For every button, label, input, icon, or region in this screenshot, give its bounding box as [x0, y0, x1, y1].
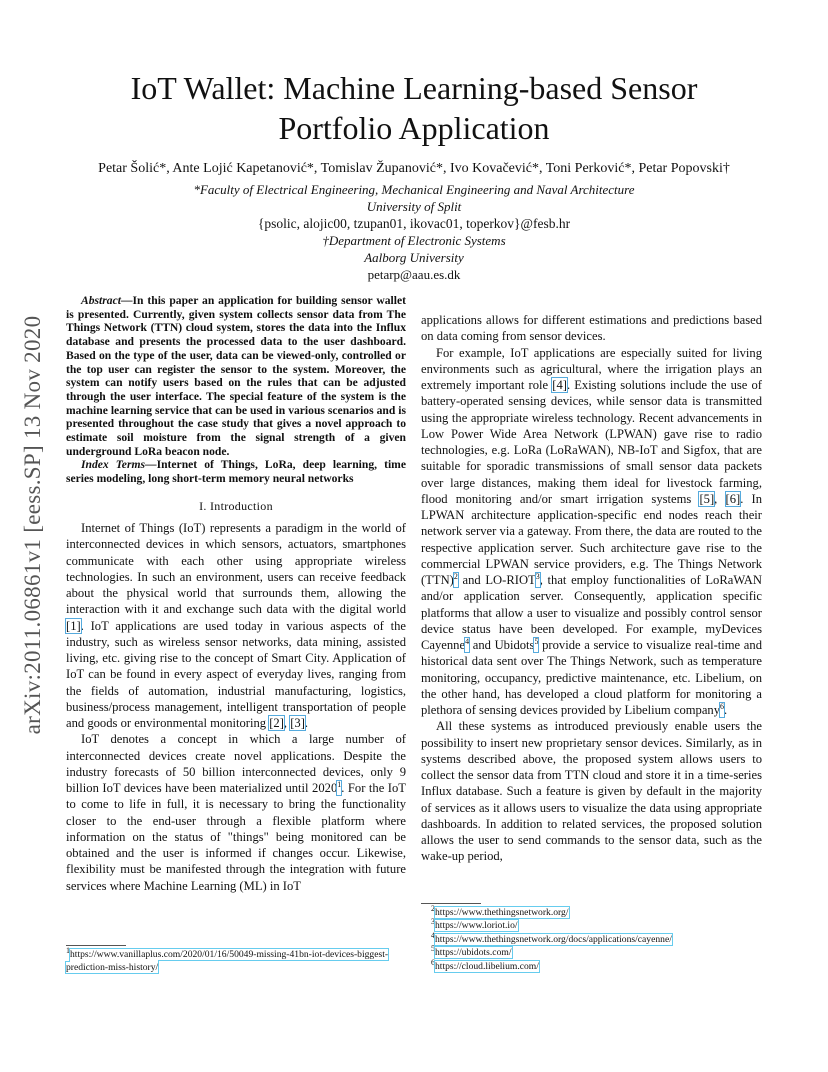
citation-link[interactable]: [3] — [290, 716, 305, 731]
footnote-4: $^4$https://www.thethingsnetwork.org/docs/applications/cayenne/ — [431, 930, 672, 945]
intro-paragraph-1: Internet of Things (IoT) represents a paradigm in the world of interconnected devices in which sensors, actuators, smartphones communicate with each other using appropriate wireless technologies. In such an environment, users can receive feedback about the physical world that surrounds them, allowing the interaction with it and exchange such data with the digital world [1]. IoT applications are used today in various aspects of the industry, such as wireless sensor networks, data mining, assisted living, etc. giving rise to the concept of Smart City. Application of IoT can be found in every aspect of everyday lives, ranging from the fields of automation, industrial manufacturing, logistics, business/process management, intelligent transportation of people and goods or environmental monitoring [2], [3]. — [66, 521, 406, 731]
right-paragraph-0: applications allows for different estimations and predictions based on data coming from sensor devices. — [421, 313, 762, 344]
footnote-rule-right — [421, 903, 481, 904]
abstract-text: In this paper an application for building sensor wallet is presented. Currently, given system collects sensor data from The Things Network (TTN) cloud system, stores the data into the Influx database and presents the processed data to the user dashboard. Based on the type of the user, data can be viewed-only, controlled or the top user can register the sensor to the system. Moreover, the system can notify users based on the rules that can be adjusted through the user interface. The special feature of the system is the machine learning service that can be used in various scenarios and is presented throughout the case study that gives a novel approach to estimate soil moisture from the signal strength of a given underground LoRa beacon node. — [66, 294, 406, 458]
footnote-link[interactable]: https://www.vanillaplus.com/2020/01/16/50049-missing-41bn-iot-devices-biggest-prediction-miss-history/ — [66, 949, 389, 974]
citation-link[interactable]: [5] — [699, 491, 715, 506]
citation-link[interactable]: [4] — [552, 378, 567, 392]
right-paragraph-2: All these systems as introduced previously enable users the possibility to insert new proprietary sensor devices. Similarly, as in systems described above, the proposed system allows users to collect the sensor data from TTN cloud and store it in a time-series Influx database. Such a feature is given by default in the majority of services as it allows users to visualize the data using appropriate dashboards. In addition to related services, the proposed solution allows the user to send commands to the sensor data, such as the wake-up period, — [421, 719, 762, 864]
right-column — [421, 312, 762, 865]
footnote-5: $^5$https://ubidots.com/ — [431, 944, 512, 959]
footnotes-right — [431, 903, 761, 973]
footnote-marker[interactable]: 4 — [465, 638, 469, 652]
footnote-marker[interactable]: 3 — [536, 573, 540, 587]
title-line-1: IoT Wallet: Machine Learning-based Sensor — [130, 70, 698, 106]
author-list: Petar Šolić*, Ante Lojić Kapetanović*, Tomislav Županović*, Ivo Kovačević*, Toni Perković*, Petar Popovski† — [98, 161, 730, 176]
footnote-marker[interactable]: 1 — [337, 781, 341, 795]
footnote-rule-left — [66, 945, 126, 946]
citation-link[interactable]: [1] — [66, 618, 81, 633]
right-paragraph-1: For example, IoT applications are especially suited for living environments such as agricultural, where the irrigation plays an extremely important role [4]. Existing solutions include the use of battery-operated sensing devices, while sensor data is transmitted using the appropriate wireless technology. Recent advancements in Low Power Wide Area Network (LPWAN) gave rise to radio technologies, e.g. LoRa (LoRaWAN), NB-IoT and Sigfox, that are suitable for sporadic transmissions of small sensor data packets over large distances, making them ideal for livestock farming, flood monitoring and/or smart irrigation systems [5], [6]. In LPWAN architecture application-specific end nodes reach their network server via a gateway. From there, the data are routed to the respective application server. Such architecture gave rise to the commercial LPWAN service providers, e.g. The Things Network (TTN)$^2$ and LO-RIOT$^3$, that employ functionalities of LoRaWAN and/or application server. Consequently, application specific platforms that allow a user to visualize and possibly control sensor device status have been developed. For example, myDevices Cayenne$^4$ and Ubidots$^5$ provide a service to visualize real-time and historical data sent over The Things Network, such as temperature monitoring, occupancy, predictive maintenance, etc. Libelium, on the other hand, has developed a cloud platform for monitoring a plethora of sensing devices provided by Libelium company$^6$. — [421, 345, 763, 717]
footnote-link[interactable]: https://ubidots.com/ — [435, 947, 512, 959]
section-heading-introduction: I. Introduction — [199, 498, 273, 513]
affiliation-aalborg: Aalborg University — [364, 250, 464, 265]
paper-title — [0, 68, 828, 148]
footnote-marker[interactable]: 6 — [720, 703, 724, 717]
affiliation-department: †Department of Electronic Systems — [322, 233, 506, 248]
arxiv-stamp[interactable] — [18, 280, 48, 770]
affiliation-email-aau: petarp@aau.es.dk — [367, 267, 461, 282]
footnote-marker[interactable]: 5 — [534, 638, 538, 652]
index-terms-text: Internet of Things, LoRa, deep learning, time series modeling, long short-term memory neural networks — [66, 458, 406, 486]
index-terms — [66, 458, 406, 485]
intro-paragraph-2: IoT denotes a concept in which a large number of interconnected devices create novel applications. Despite the industry forecasts of 50 billion interconnected devices, only 9 billion IoT devices have been materialized until 2020$^1$. For the IoT to come to life in full, it is necessary to bring the functionality closer to the end-user through a flexible platform where information on the status of "things" being monitored can be obtained and the user is informed if changes occur. Likewise, flexibility must be manifested through the integration with future services where Machine Learning (ML) in IoT — [66, 732, 406, 893]
index-terms-label: Index Terms— — [81, 458, 157, 472]
affiliation-faculty: *Faculty of Electrical Engineering, Mechanical Engineering and Naval Architecture — [193, 182, 635, 197]
left-column — [66, 294, 406, 894]
footnote-link[interactable]: https://www.thethingsnetwork.org/docs/applications/cayenne/ — [435, 933, 672, 945]
affiliation-emails: {psolic, alojic00, tzupan01, ikovac01, toperkov}@fesb.hr — [257, 216, 571, 231]
footnote-link[interactable]: https://www.thethingsnetwork.org/ — [435, 907, 569, 918]
footnote-marker[interactable]: 2 — [454, 573, 458, 587]
citation-link[interactable]: [6] — [725, 491, 741, 506]
footnote-3: $^3$https://www.loriot.io/ — [431, 917, 518, 932]
footnote-2: $^2$https://www.thethingsnetwork.org/ — [431, 903, 569, 918]
abstract-label: Abstract— — [81, 294, 133, 307]
footnote-6: $^6$https://cloud.libelium.com/ — [431, 957, 539, 972]
footnote-1: $^1$https://www.vanillaplus.com/2020/01/16/50049-missing-41bn-iot-devices-biggest-prediction-miss-history/ — [66, 945, 389, 974]
footnote-link[interactable]: https://www.loriot.io/ — [435, 920, 518, 932]
footnote-link[interactable]: https://cloud.libelium.com/ — [435, 960, 539, 972]
title-line-2: Portfolio Application — [278, 110, 550, 146]
arxiv-stamp-text: arXiv:2011.06861v1 [eess.SP] 13 Nov 2020 — [20, 315, 45, 735]
citation-link[interactable]: [2] — [269, 716, 284, 731]
affiliation-university: University of Split — [366, 199, 462, 214]
abstract — [66, 294, 406, 458]
